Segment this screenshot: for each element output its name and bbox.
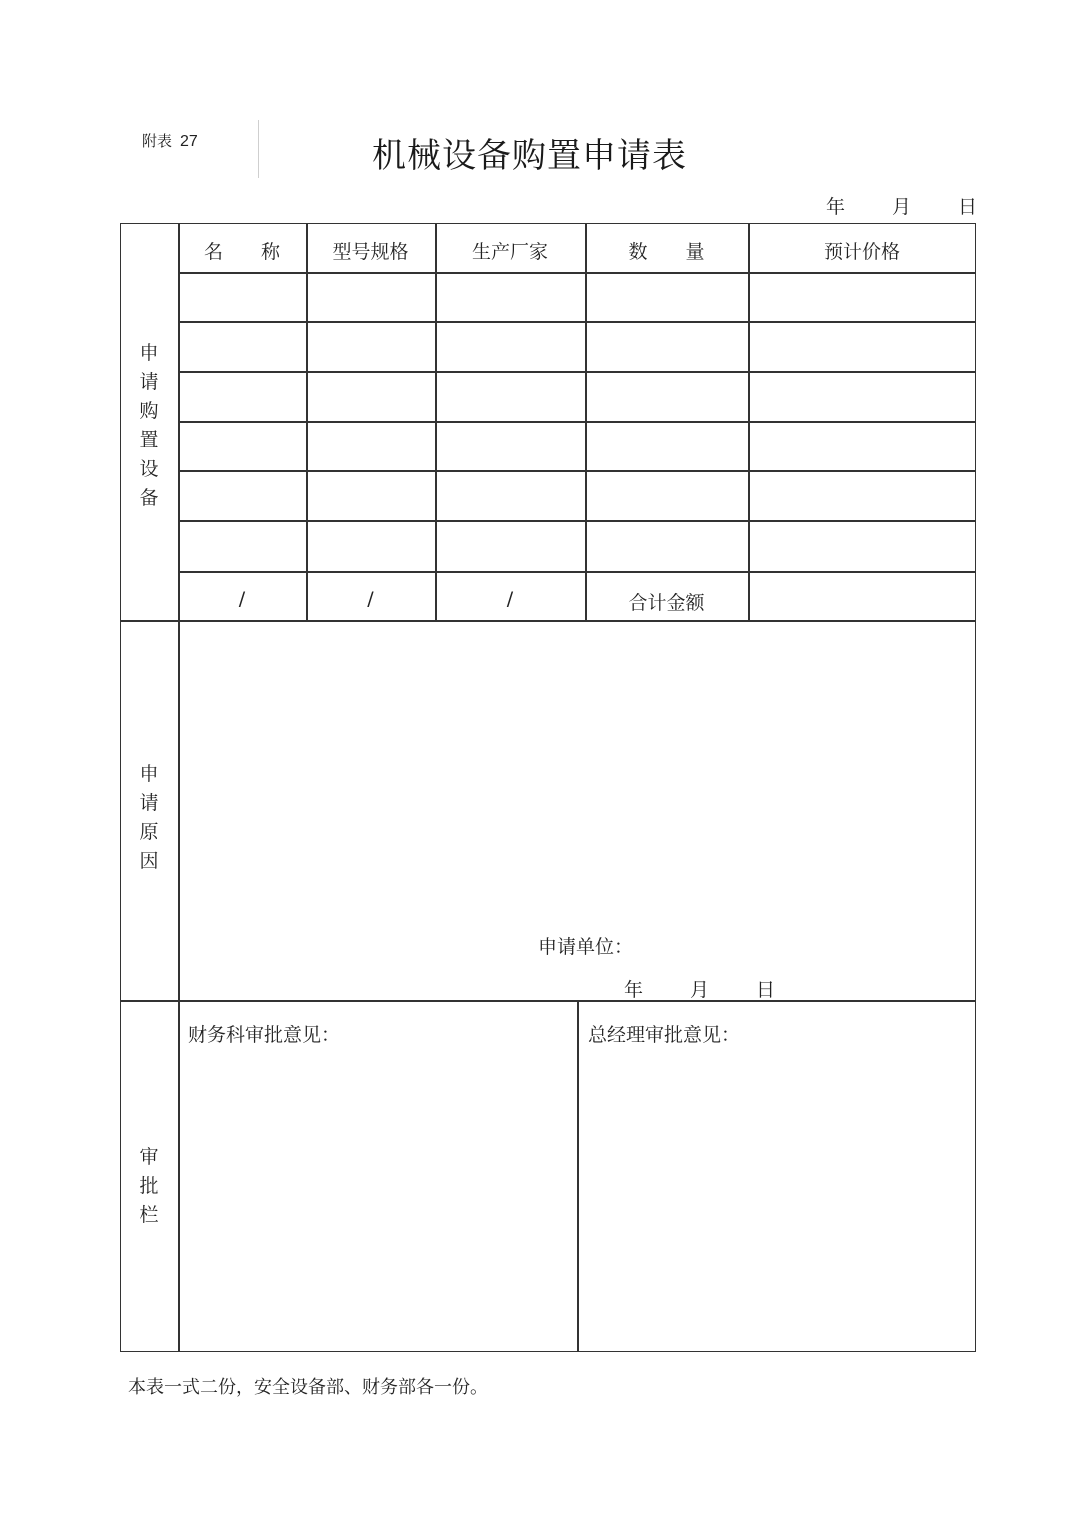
equipment-name-cell[interactable] [178, 372, 306, 421]
equipment-price-cell[interactable] [748, 521, 976, 571]
date-day-label: 日 [958, 196, 978, 218]
page-title: 机械设备购置申请表 [372, 136, 687, 176]
equipment-model-cell[interactable] [306, 372, 435, 421]
applicant-unit-label: 申请单位： [538, 936, 634, 958]
date-year-label: 年 [826, 196, 846, 218]
equipment-price-cell[interactable] [748, 372, 976, 421]
equipment-quantity-cell[interactable] [585, 322, 748, 371]
date-day-label: 日 [756, 979, 776, 1001]
equipment-price-cell[interactable] [748, 422, 976, 470]
equipment-quantity-cell[interactable] [585, 471, 748, 520]
equipment-price-cell[interactable] [748, 471, 976, 520]
section-label-char: 设 [139, 458, 159, 480]
section-label-char: 置 [139, 429, 159, 451]
equipment-quantity-cell[interactable] [585, 372, 748, 421]
section-label-char: 购 [139, 400, 159, 422]
annex-number: 27 [180, 133, 198, 150]
application-reason-field[interactable] [180, 622, 974, 922]
date-month-label: 月 [892, 196, 912, 218]
equipment-price-cell[interactable] [748, 322, 976, 371]
section-label-equipment [120, 339, 178, 513]
equipment-model-cell[interactable] [306, 471, 435, 520]
equipment-manufacturer-cell[interactable] [435, 471, 585, 520]
equipment-manufacturer-cell[interactable] [435, 521, 585, 571]
header-divider [258, 120, 259, 178]
section-label-char: 请 [139, 792, 159, 814]
total-row-slash: / [367, 588, 374, 610]
equipment-name-cell[interactable] [178, 422, 306, 470]
finance-approval-label: 财务科审批意见： [188, 1024, 341, 1046]
gm-approval-field[interactable] [579, 1050, 974, 1350]
finance-approval-field[interactable] [180, 1050, 576, 1350]
annex-label [142, 130, 198, 151]
col-header-name: 名 称 [203, 241, 280, 263]
gm-approval-label: 总经理审批意见： [588, 1024, 741, 1046]
col-header-model: 型号规格 [332, 241, 409, 263]
equipment-quantity-cell[interactable] [585, 521, 748, 571]
section-label-char: 栏 [139, 1204, 159, 1226]
section-label-reason [120, 760, 178, 876]
equipment-manufacturer-cell[interactable] [435, 322, 585, 371]
col-header-price: 预计价格 [823, 241, 900, 263]
section-label-char: 原 [139, 821, 159, 843]
date-month-label: 月 [690, 979, 710, 1001]
date-year-label: 年 [624, 979, 644, 1001]
reason-date [624, 975, 775, 1002]
equipment-model-cell[interactable] [306, 422, 435, 470]
section-label-char: 审 [139, 1146, 159, 1168]
total-amount-value[interactable] [748, 572, 976, 620]
equipment-name-cell[interactable] [178, 521, 306, 571]
total-amount-label: 合计金额 [628, 592, 705, 614]
equipment-model-cell[interactable] [306, 322, 435, 371]
total-row-slash: / [238, 588, 246, 610]
equipment-model-cell[interactable] [306, 273, 435, 321]
total-row-slash: / [506, 588, 514, 610]
section-label-char: 请 [139, 371, 159, 393]
col-header-manufacturer: 生产厂家 [471, 241, 548, 263]
equipment-name-cell[interactable] [178, 273, 306, 321]
equipment-name-cell[interactable] [178, 471, 306, 520]
equipment-price-cell[interactable] [748, 273, 976, 321]
equipment-quantity-cell[interactable] [585, 273, 748, 321]
equipment-manufacturer-cell[interactable] [435, 372, 585, 421]
equipment-manufacturer-cell[interactable] [435, 273, 585, 321]
equipment-manufacturer-cell[interactable] [435, 422, 585, 470]
equipment-name-cell[interactable] [178, 322, 306, 371]
footer-note: 本表一式二份，安全设备部、财务部各一份。 [128, 1377, 488, 1398]
section-label-char: 申 [139, 763, 159, 785]
equipment-quantity-cell[interactable] [585, 422, 748, 470]
section-label-char: 批 [139, 1175, 159, 1197]
col-header-quantity: 数 量 [628, 241, 705, 263]
section-divider-reason [120, 1000, 976, 1002]
annex-label-text: 附表 [142, 132, 173, 150]
header-date [826, 192, 977, 219]
section-label-char: 申 [139, 342, 159, 364]
section-label-approval [120, 1143, 178, 1230]
section-label-char: 备 [139, 487, 159, 509]
section-label-char: 因 [139, 850, 159, 872]
equipment-model-cell[interactable] [306, 521, 435, 571]
